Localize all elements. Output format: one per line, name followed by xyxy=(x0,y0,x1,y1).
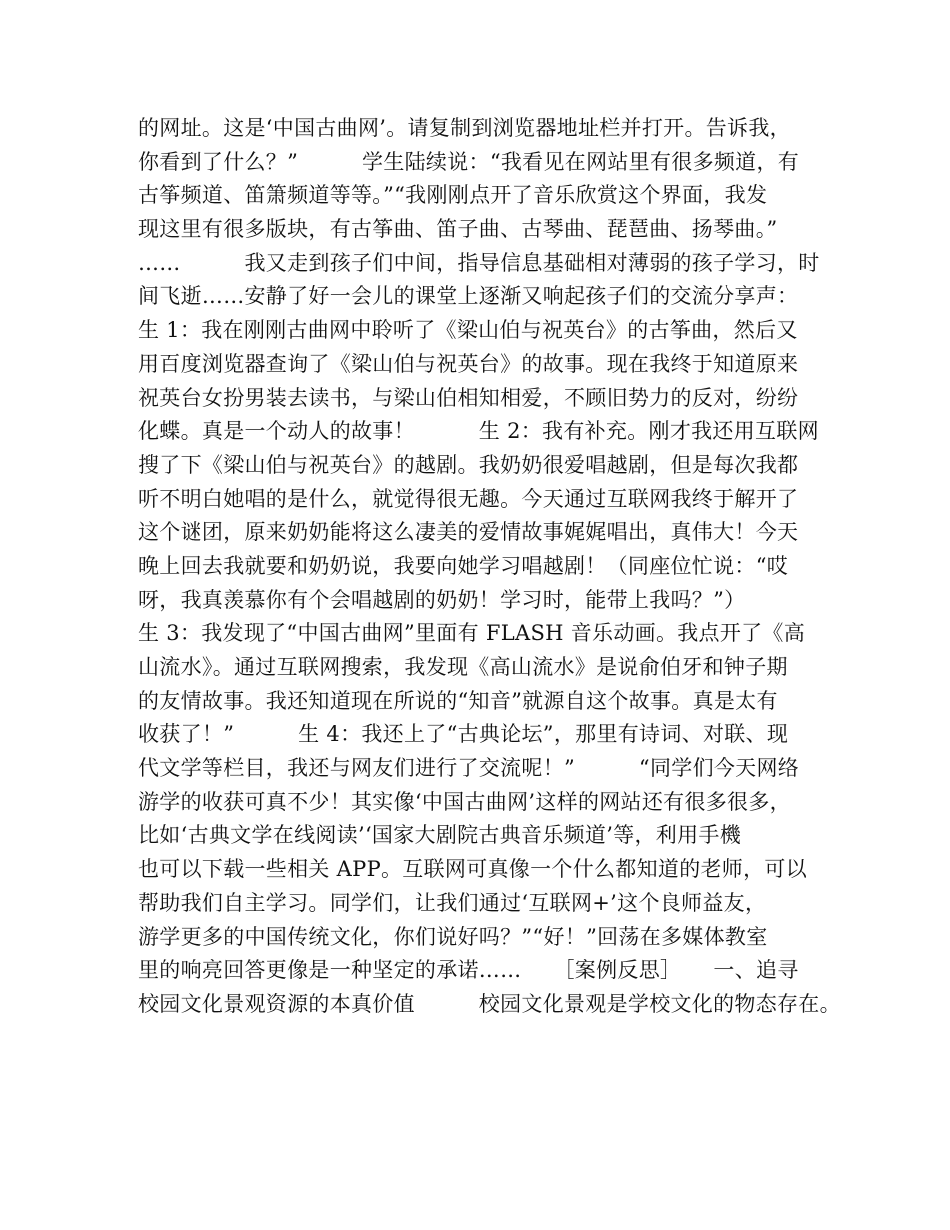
text-line: 用百度浏览器查询了《梁山伯与祝英台》的故事。现在我终于知道原来 xyxy=(138,351,799,376)
text-line: 这个谜团，原来奶奶能将这么凄美的爱情故事娓娓唱出，真伟大！今天 xyxy=(138,520,799,545)
text-line: 古筝频道、笛箫频道等等。”“我刚刚点开了音乐欣赏这个界面，我发 xyxy=(138,183,768,208)
text-line: 你看到了什么？” 学生陆续说：“我看见在网站里有很多频道，有 xyxy=(138,149,800,174)
text-line: 的友情故事。我还知道现在所说的“知音”就源自这个故事。真是太有 xyxy=(138,688,778,713)
text-line: 代文学等栏目，我还与网友们进行了交流呢！” “同学们今天网络 xyxy=(138,756,800,781)
text-line: …… 我又走到孩子们中间，指导信息基础相对薄弱的孩子学习，时 xyxy=(138,250,820,275)
body-text xyxy=(138,112,841,1022)
text-line: 现这里有很多版块，有古筝曲、笛子曲、古琴曲、琵琶曲、扬琴曲。” xyxy=(138,217,778,242)
text-line: 收获了！” 生 4：我还上了“古典论坛”，那里有诗词、对联、现 xyxy=(138,722,789,747)
text-line: 化蝶。真是一个动人的故事！ 生 2：我有补充。刚才我还用互联网 xyxy=(138,419,819,444)
text-line: 校园文化景观资源的本真价值 校园文化景观是学校文化的物态存在。 xyxy=(138,991,841,1016)
text-line: 游学的收获可真不少！其实像‘中国古曲网’这样的网站还有很多很多， xyxy=(138,789,791,814)
text-line: 听不明白她唱的是什么，就觉得很无趣。今天通过互联网我终于解开了 xyxy=(138,486,799,511)
text-line: 间飞逝……安静了好一会儿的课堂上逐渐又响起孩子们的交流分享声： xyxy=(138,284,799,309)
text-line: 的网址。这是‘中国古曲网’。请复制到浏览器地址栏并打开。告诉我， xyxy=(138,116,791,140)
text-line: 也可以下载一些相关 APP。互联网可真像一个什么都知道的老师，可以 xyxy=(138,857,807,882)
text-line: 祝英台女扮男装去读书，与梁山伯相知相爱，不顾旧势力的反对，纷纷 xyxy=(138,385,799,410)
text-line: 呀，我真羡慕你有个会唱越剧的奶奶！学习时，能带上我吗？”） xyxy=(138,587,746,612)
text-line: 游学更多的中国传统文化，你们说好吗？”“好！”回荡在多媒体教室 xyxy=(138,924,768,949)
text-line: 帮助我们自主学习。同学们，让我们通过‘互联网+’这个良师益友， xyxy=(138,890,767,915)
text-line: 里的响亮回答更像是一种坚定的承诺…… ［案例反思］ 一、追寻 xyxy=(138,958,799,983)
text-line: 山流水》。通过互联网搜索，我发现《高山流水》是说俞伯牙和钟子期 xyxy=(138,655,788,679)
text-line: 比如‘古典文学在线阅读’‘国家大剧院古典音乐频道’等，利用手機 xyxy=(138,823,741,848)
text-line: 生 3：我发现了“中国古曲网”里面有 FLASH 音乐动画。我点开了《高 xyxy=(138,621,806,646)
text-line: 晚上回去我就要和奶奶说，我要向她学习唱越剧！（同座位忙说：“哎 xyxy=(138,553,789,578)
text-line: 生 1：我在刚刚古曲网中聆听了《梁山伯与祝英台》的古筝曲，然后又 xyxy=(138,318,798,343)
text-line: 搜了下《梁山伯与祝英台》的越剧。我奶奶很爱唱越剧，但是每次我都 xyxy=(138,452,799,477)
